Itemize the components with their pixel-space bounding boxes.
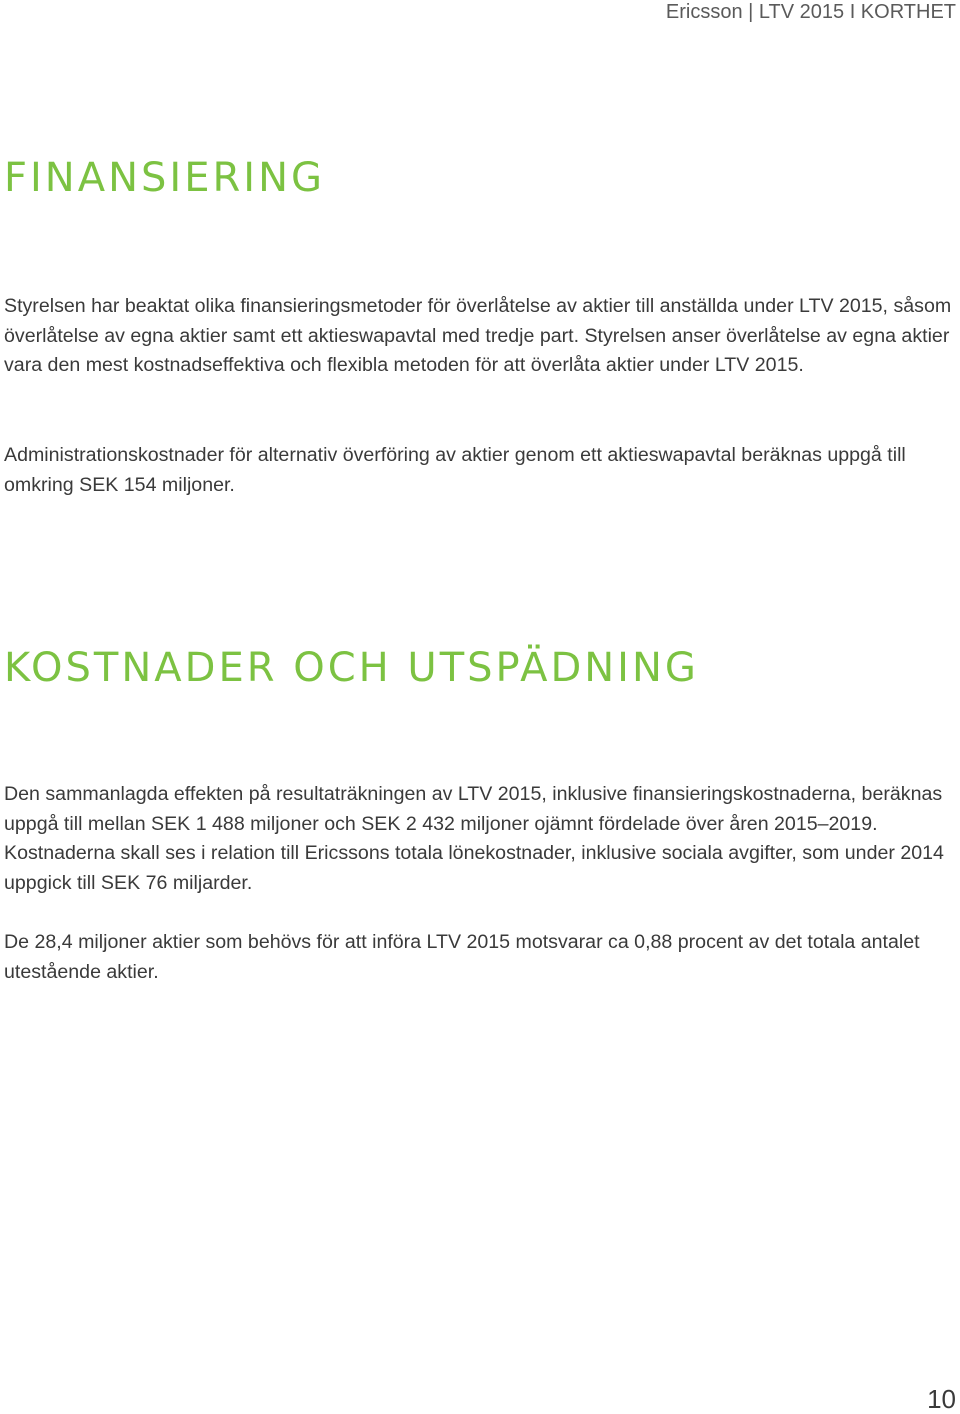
paragraph-utspadning: De 28,4 miljoner aktier som behövs för att införa LTV 2015 motsvarar ca 0,88 procent av det totala antalet utestående aktier. <box>4 931 920 983</box>
section-title-kostnader-och-utspadning: KOSTNADER OCH UTSPÄDNING <box>4 645 699 691</box>
paragraph-sammanlagda-effekten: Den sammanlagda effekten på resultaträkningen av LTV 2015, inklusive finansieringskostnaderna, beräknas uppgå till mellan SEK 1 488 miljoner och SEK 2 432 miljoner ojämnt fördelade över åren 2015–2019. Kostnaderna skall ses i relation till Ericssons totala lönekostnader, inklusive sociala avgifter, som under 2014 uppgick till SEK 76 miljarder. <box>4 783 944 894</box>
section-title-finansiering: FINANSIERING <box>4 155 325 201</box>
paragraph-finansieringsmetoder: Styrelsen har beaktat olika finansieringsmetoder för överlåtelse av aktier till anställda under LTV 2015, såsom överlåtelse av egna aktier samt ett aktieswapavtal med tredje part. Styrelsen anser överlåtelse av egna aktier vara den mest kostnadseffektiva och flexibla metoden för att överlåta aktier under LTV 2015. <box>4 295 952 377</box>
page-number: 10 <box>927 1384 956 1414</box>
paragraph-administrationskostnader: Administrationskostnader för alternativ överföring av aktier genom ett aktieswapavtal beräknas uppgå till omkring SEK 154 miljoner. <box>4 444 906 496</box>
running-header: Ericsson | LTV 2015 I KORTHET <box>665 1 956 23</box>
